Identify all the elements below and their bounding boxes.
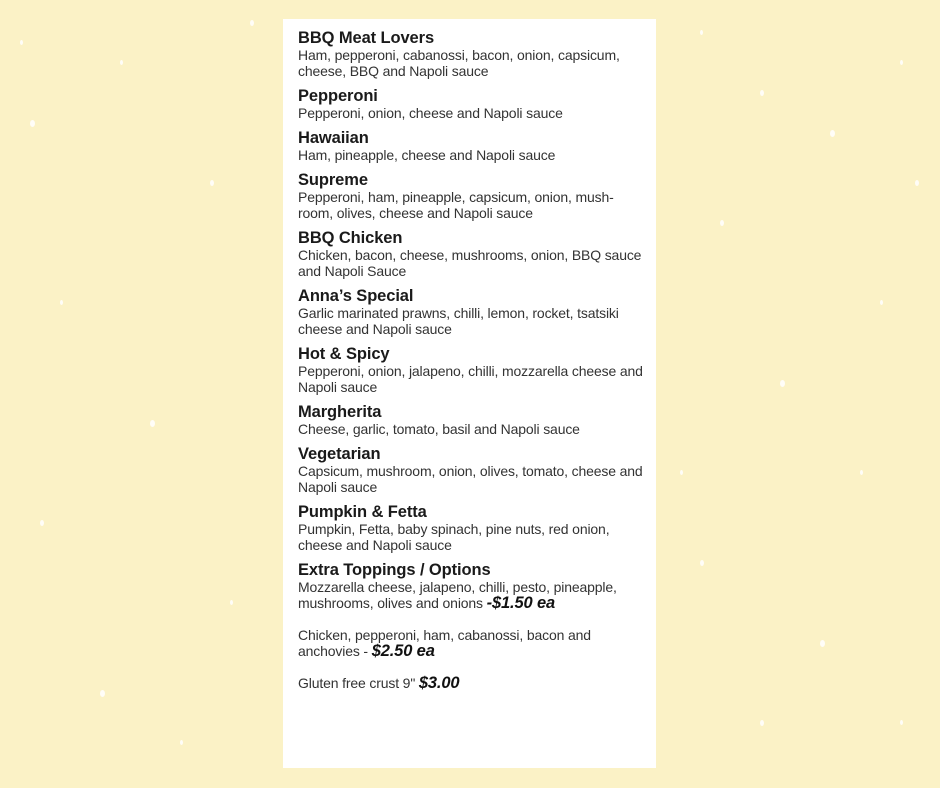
menu-item (298, 171, 646, 221)
menu-item-name: Hot & Spicy (298, 345, 390, 363)
speckle (60, 300, 63, 305)
speckle (120, 60, 123, 65)
menu-item (298, 229, 646, 279)
extra-line-3 (298, 675, 646, 691)
speckle (30, 120, 35, 127)
speckle (100, 690, 105, 697)
extra-toppings-section (298, 561, 646, 691)
extra-line-1-text: Mozzarella cheese, jalapeno, chilli, pesto, pineapple, mushrooms, olives and onions (298, 579, 617, 611)
menu-item (298, 87, 646, 121)
speckle (210, 180, 214, 186)
menu-item-description: Chicken, bacon, cheese, mushrooms, onion, BBQ sauce and Napoli Sauce (298, 247, 642, 279)
menu-item-name: Margherita (298, 403, 382, 421)
speckle (900, 60, 903, 65)
extra-line-2-price: $2.50 ea (371, 642, 435, 660)
extra-line-2 (298, 627, 593, 659)
menu-item (298, 403, 646, 437)
menu-item-description: Ham, pepperoni, cabanossi, bacon, onion, capsicum, cheese, BBQ and Napoli sauce (298, 47, 620, 79)
speckle (860, 470, 863, 475)
extra-line-1-price: -$1.50 ea (486, 594, 556, 612)
menu-item-name: Hawaiian (298, 129, 369, 147)
speckle (700, 30, 703, 35)
extra-line-3-price: $3.00 (418, 674, 460, 692)
speckle (880, 300, 883, 305)
extra-line-2-text: Chicken, pepperoni, ham, cabanossi, bacon and anchovies - (298, 627, 591, 659)
menu-item-name: Anna’s Special (298, 287, 414, 305)
menu-item-description: Pumpkin, Fetta, baby spinach, pine nuts, red onion, cheese and Napoli sauce (298, 521, 610, 553)
speckle (780, 380, 785, 387)
speckle (250, 20, 254, 26)
menu-item-description: Garlic marinated prawns, chilli, lemon, rocket, tsatsiki cheese and Napoli sauce (298, 305, 619, 337)
speckle (180, 740, 183, 745)
menu-item-description: Capsicum, mushroom, onion, olives, tomato, cheese and Napoli sauce (298, 463, 643, 495)
speckle (230, 600, 233, 605)
menu-item-name: Pumpkin & Fetta (298, 503, 427, 521)
menu-item (298, 129, 646, 163)
speckle (680, 470, 683, 475)
speckle (915, 180, 919, 186)
menu-item-description: Pepperoni, onion, jalapeno, chilli, mozzarella cheese and Napoli sauce (298, 363, 643, 395)
menu-item-name: BBQ Meat Lovers (298, 29, 435, 47)
pizza-menu-card (283, 19, 656, 768)
speckle (830, 130, 835, 137)
menu-item-name: Vegetarian (298, 445, 381, 463)
speckle (720, 220, 724, 226)
speckle (760, 720, 764, 726)
menu-item (298, 445, 646, 495)
speckle (150, 420, 155, 427)
menu-item-description: Pepperoni, ham, pineapple, capsicum, onion, mush-room, olives, cheese and Napoli sauce (298, 189, 614, 221)
menu-item (298, 503, 646, 553)
speckle (700, 560, 704, 566)
speckle (820, 640, 825, 647)
menu-item-description: Cheese, garlic, tomato, basil and Napoli sauce (298, 421, 580, 437)
menu-item (298, 287, 646, 337)
menu-item-list (298, 29, 646, 553)
menu-item-name: BBQ Chicken (298, 229, 403, 247)
extra-line-1 (298, 579, 643, 611)
menu-item (298, 345, 646, 395)
speckle (900, 720, 903, 725)
speckle (20, 40, 23, 45)
menu-item-description: Pepperoni, onion, cheese and Napoli sauce (298, 105, 563, 121)
extras-title: Extra Toppings / Options (298, 561, 491, 579)
menu-item (298, 29, 646, 79)
menu-item-name: Pepperoni (298, 87, 378, 105)
speckle (760, 90, 764, 96)
menu-item-description: Ham, pineapple, cheese and Napoli sauce (298, 147, 556, 163)
speckle (40, 520, 44, 526)
menu-item-name: Supreme (298, 171, 368, 189)
extra-line-3-text: Gluten free crust 9" (298, 675, 419, 691)
